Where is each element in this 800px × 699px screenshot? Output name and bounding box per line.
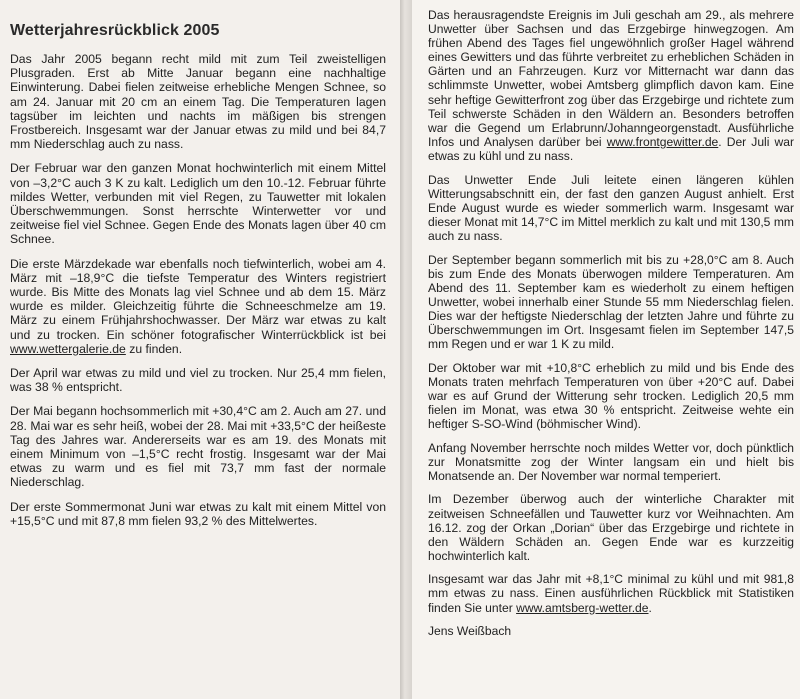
paragraph-september: Der September begann sommerlich mit bis zu +28,0°C am 8. Auch bis zum Ende des Monats überwogen mildere Temperaturen. Am Abend des 11. September kam es wiederholt zu einem heftigen Unwetter, wobei innerhalb einer Stunde 55 mm Niederschlag fielen. Dies war der heftigste Niederschlag der letzten Jahre und führte zu Überschwemmungen im Ort. Insgesamt fielen im September 147,5 mm Regen und er war 1 K zu mild.	[428, 252, 794, 352]
author-signature: Jens Weißbach	[428, 624, 512, 639]
paragraph-juli: Das herausragendste Ereignis im Juli geschah am 29., als mehrere Unwetter über Sachsen und das Erzgebirge hinwegzogen. Am frühen Abend des Tages fiel ungewöhnlich großer Hagel während eines Gewitters und das führte verbreitet zu erheblichen Schäden in Gärten und an Fahrzeugen. Kurz vor Mitternacht war dann das schlimmste Unwetter, wobei Amtsberg glimpflich davon kam. Eine sehr heftige Gewitterfront zog über das Erzgebirge und richtete zum Teil schwerste Schäden in den Wäldern an. Besonders betroffen war die Gegend um Erlabrunn/Johanngeorgenstadt. Ausführliche Infos und Analysen darüber bei www.frontgewitter.de. Der Juli war etwas zu kühl und zu nass.	[428, 8, 794, 163]
right-page	[412, 0, 800, 699]
link-amtsberg-wetter[interactable]: www.amtsberg-wetter.de	[516, 600, 649, 615]
paragraph-november: Anfang November herrschte noch mildes Wetter vor, doch pünktlich zur Monatsmitte zog der Winter langsam ein und hielt bis Monatsende an. Der November war normal temperiert.	[428, 440, 794, 483]
link-frontgewitter[interactable]: www.frontgewitter.de	[606, 134, 719, 149]
page-gutter	[400, 0, 412, 699]
paragraph-maerz: Die erste Märzdekade war ebenfalls noch tiefwinterlich, wobei am 4. März mit –18,9°C die tiefste Temperatur des Winters registriert wurde. Bis Mitte des Monats lag viel Schnee und ab dem 15. März wurde es milder. Gleichzeitig führte die Schneeschmelze am 19. März zu einem Frühjahrshochwasser. Der März war etwas zu kalt und zu trocken. Ein schöner fotografischer Winterrückblick ist bei www.wettergalerie.de zu finden.	[10, 256, 386, 356]
paragraph-oktober: Der Oktober war mit +10,8°C erheblich zu mild und bis Ende des Monats traten mehrfach Temperaturen von über +20°C auf. Dabei war es auf Grund der Witterung sehr trocken. Lediglich 20,5 mm fielen im Monat, was etwa 30 % entspricht. Zeitweise wehte ein heftiger S-SO-Wind (böhmischer Wind).	[428, 360, 794, 432]
link-wettergalerie[interactable]: www.wettergalerie.de	[10, 341, 126, 356]
paragraph-juni: Der erste Sommermonat Juni war etwas zu kalt mit einem Mittel von +15,5°C und mit 87,8 mm fielen 93,2 % des Mittelwertes.	[10, 499, 386, 528]
paragraph-januar: Das Jahr 2005 begann recht mild mit zum Teil zweistelligen Plusgraden. Erst ab Mitte Januar begann eine nachhaltige Einwinterung. Dabei fielen zeitweise erhebliche Mengen Schnee, so am 24. Januar mit 20 cm an einem Tag. Die Temperaturen lagen tagsüber im leichten und nachts im mäßigen bis strengen Frostbereich. Insgesamt war der Januar etwas zu mild und bei 84,7 mm Niederschlag auch zu nass.	[10, 52, 386, 152]
paragraph-august: Das Unwetter Ende Juli leitete einen längeren kühlen Witterungsabschnitt ein, der fast den ganzen August anhielt. Erst Ende August wurde es wieder sommerlich warm. Insgesamt war dieser Monat mit 14,7°C im Mittel merklich zu kalt und mit 130,5 mm auch zu nass.	[428, 172, 794, 243]
article-title: Wetterjahresrückblick 2005	[10, 22, 220, 39]
paragraph-dezember: Im Dezember überwog auch der winterliche Charakter mit zeitweisen Schneefällen und Tauwetter kurz vor Weihnachten. Am 16.12. zog der Orkan „Dorian“ über das Erzgebirge und richtete in den Wäldern Schäden an. Gegen Ende war es kurzzeitig hochwinterlich kalt.	[428, 492, 794, 563]
paragraph-februar: Der Februar war den ganzen Monat hochwinterlich mit einem Mittel von –3,2°C auch 3 K zu kalt. Lediglich um den 10.-12. Februar führte mildes Wetter, verbunden mit viel Regen, zu Tauwetter mit lokalen Überschwemmungen. Sonst herrschte Winterwetter vor und zeitweise fiel viel Schnee. Gegen Ende des Monats lagen über 40 cm Schnee.	[10, 161, 386, 247]
paragraph-mai: Der Mai begann hochsommerlich mit +30,4°C am 2. Auch am 27. und 28. Mai war es sehr heiß, wobei der 28. Mai mit +33,5°C der heißeste Tag des Jahres war. Andererseits war es am 19. des Monats mit einem Minimum von –1,5°C recht frostig. Insgesamt war der Mai etwas zu warm und es fiel mit 73,7 mm fast der normale Niederschlag.	[10, 404, 386, 490]
paragraph-jahresfazit: Insgesamt war das Jahr mit +8,1°C minimal zu kühl und mit 981,8 mm etwas zu nass. Einen ausführlichen Rückblick mit Statistiken finden Sie unter www.amtsberg-wetter.de.	[428, 572, 794, 615]
paragraph-april: Der April war etwas zu mild und viel zu trocken. Nur 25,4 mm fielen, was 38 % entspricht.	[10, 366, 386, 395]
